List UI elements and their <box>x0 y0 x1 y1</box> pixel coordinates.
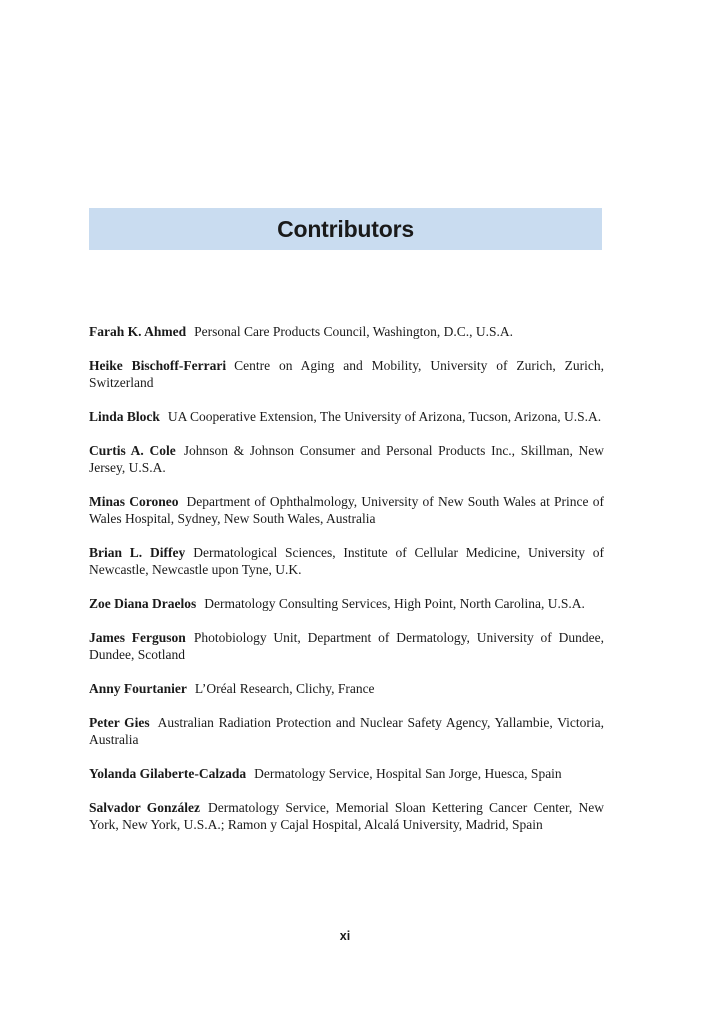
contributor-entry <box>89 357 604 391</box>
contributor-name: Brian L. Diffey <box>89 545 186 560</box>
contributor-name: Farah K. Ahmed <box>89 324 187 339</box>
contributor-entry <box>89 629 604 663</box>
contributor-affiliation: Johnson & Johnson Consumer and Personal Products Inc., Skillman, New Jersey, U.S.A. <box>89 443 604 475</box>
page-title: Contributors <box>277 215 414 242</box>
contributor-entry <box>89 442 604 476</box>
contributor-affiliation: Dermatology Service, Hospital San Jorge, Huesca, Spain <box>254 766 562 781</box>
contributor-name: Anny Fourtanier <box>89 681 187 696</box>
contributor-entry <box>89 408 604 425</box>
contributor-name: Minas Coroneo <box>89 494 179 509</box>
contributor-affiliation: Dermatological Sciences, Institute of Cellular Medicine, University of Newcastle, Newcastle upon Tyne, U.K. <box>89 545 604 577</box>
contributor-entry <box>89 595 604 612</box>
page-number: xi <box>339 929 351 943</box>
contributor-affiliation: Personal Care Products Council, Washington, D.C., U.S.A. <box>194 324 514 339</box>
contributor-affiliation: Photobiology Unit, Department of Dermatology, University of Dundee, Dundee, Scotland <box>89 630 604 662</box>
contributor-entry <box>89 680 604 697</box>
contributor-affiliation: Department of Ophthalmology, University of New South Wales at Prince of Wales Hospital, Sydney, New South Wales, Australia <box>89 494 604 526</box>
contributor-entry <box>89 714 604 748</box>
contributor-entry <box>89 323 604 340</box>
contributor-name: Linda Block <box>89 409 160 424</box>
contributor-name: Yolanda Gilaberte-Calzada <box>89 766 247 781</box>
contributor-name: Curtis A. Cole <box>89 443 176 458</box>
contributor-affiliation: Dermatology Consulting Services, High Point, North Carolina, U.S.A. <box>204 596 585 611</box>
contributor-name: Heike Bischoff-Ferrari <box>89 358 227 373</box>
contributor-entry <box>89 765 604 782</box>
contributor-affiliation: UA Cooperative Extension, The University of Arizona, Tucson, Arizona, U.S.A. <box>167 409 602 424</box>
contributor-affiliation: Australian Radiation Protection and Nuclear Safety Agency, Yallambie, Victoria, Australia <box>89 715 604 747</box>
contributor-name: Salvador González <box>89 800 200 815</box>
contributor-affiliation: Centre on Aging and Mobility, University of Zurich, Zurich, Switzerland <box>89 358 604 390</box>
contributors-list <box>89 323 604 850</box>
contributor-entry <box>89 544 604 578</box>
contributor-name: James Ferguson <box>89 630 186 645</box>
contributor-name: Peter Gies <box>89 715 150 730</box>
title-banner <box>89 208 602 250</box>
contributor-name: Zoe Diana Draelos <box>89 596 197 611</box>
contributor-entry <box>89 799 604 833</box>
contributor-entry <box>89 493 604 527</box>
contributor-affiliation: L’Oréal Research, Clichy, France <box>194 681 375 696</box>
contributor-affiliation: Dermatology Service, Memorial Sloan Kettering Cancer Center, New York, New York, U.S.A.; Ramon y Cajal Hospital, Alcalá University, Madrid, Spain <box>89 800 604 832</box>
